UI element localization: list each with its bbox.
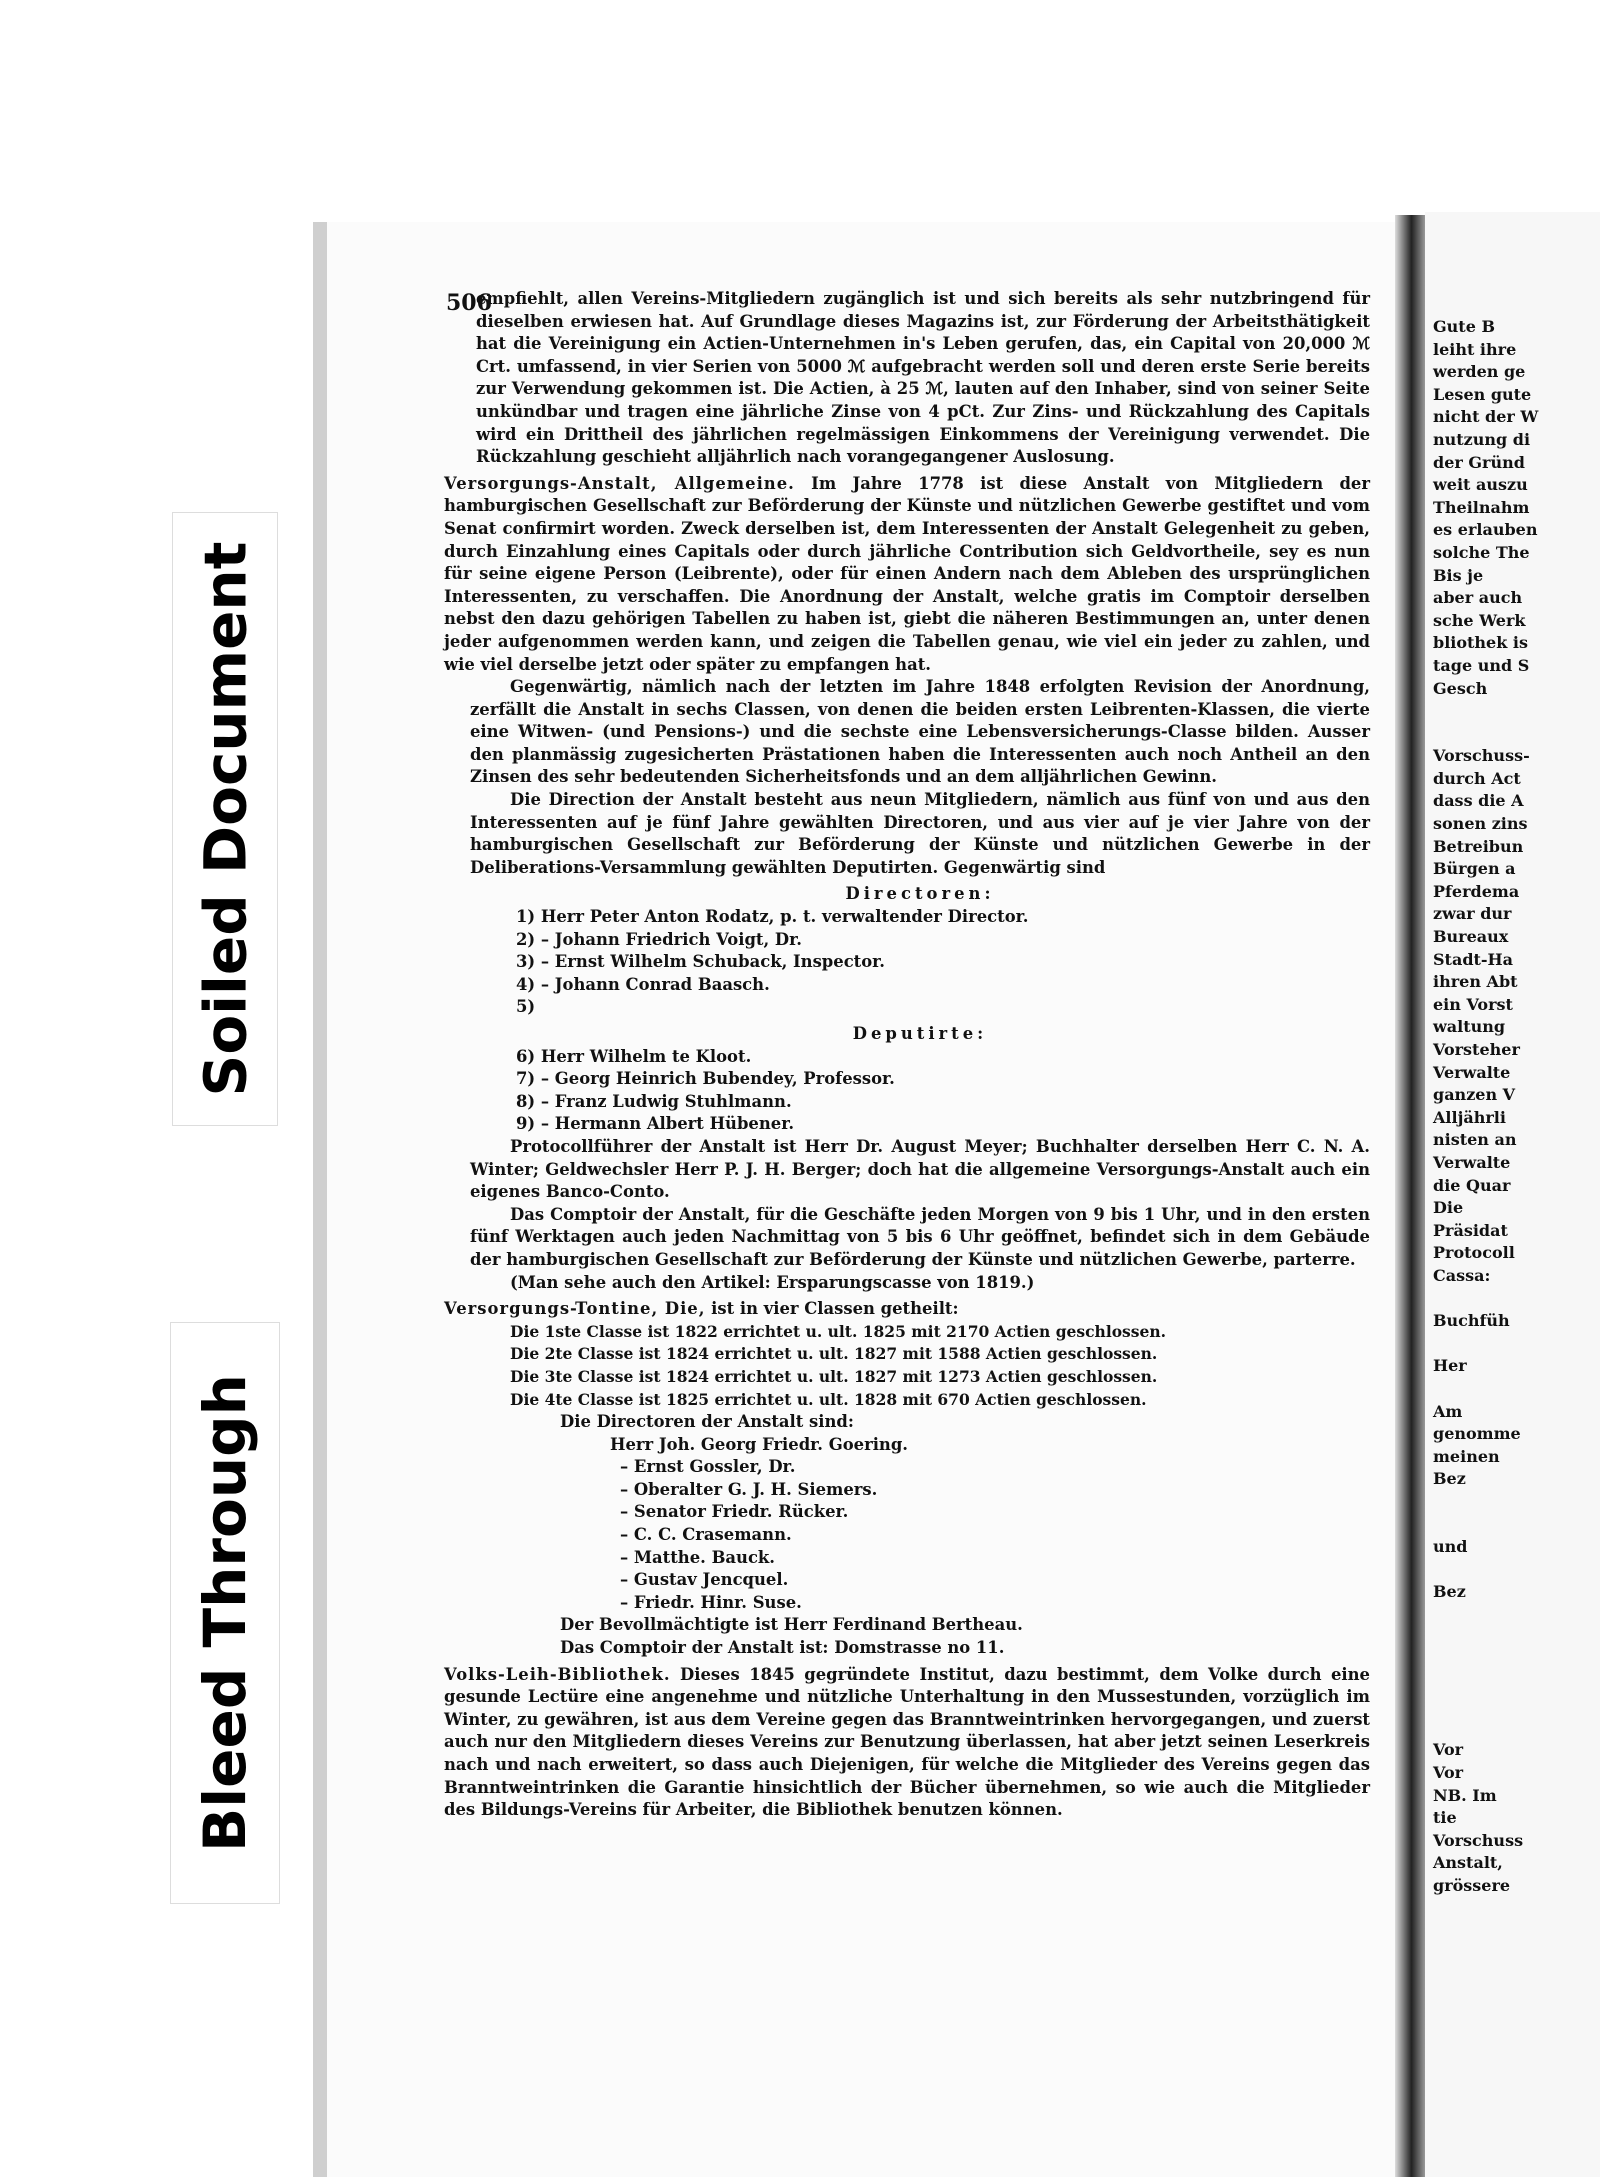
versorgung-paragraph-1: Im Jahre 1778 ist diese Anstalt von Mitgliedern der hamburgischen Gesellschaft zur Beförderung der Künste und nützlichen Gewerbe gestiftet und vom Senat confirmirt worden. Zweck derselben ist, dem Interessenten der Anstalt Gelegenheit zu geben, durch Einzahlung eines Capitals oder durch jährliche Contribution sich Geldvortheile, sey es nun für seine eigene Person (Leibrente), oder für einen Andern nach dem Ableben des ursprünglichen Interessenten, zu verschaffen. Die Anordnung der Anstalt, welche gratis im Comptoir derselben nebst den dazu gehörigen Tabellen zu haben ist, giebt die näheren Bestimmungen an, unter denen jeder aufgenommen werden kann, und zeigen die Tabellen genau, wie viel ein jeder zu zahlen, und wie viel derselbe jetzt oder später zu empfangen hat.	[444, 473, 1370, 674]
tontine-director: – Oberalter G. J. H. Siemers.	[620, 1479, 878, 1499]
right-page-line: es erlauben	[1433, 520, 1538, 540]
right-page-line	[1433, 1672, 1538, 1695]
right-page-line: Stadt-Ha	[1433, 949, 1514, 969]
right-page-line	[1433, 723, 1538, 746]
book-spine	[1395, 215, 1425, 2177]
right-page-line: Protocoll	[1433, 1243, 1515, 1263]
soiled-document-text: Soiled Document	[191, 541, 260, 1097]
soiled-document-label	[172, 512, 278, 1126]
right-page-line: Bis je	[1433, 565, 1484, 585]
directoren-item: 1) Herr Peter Anton Rodatz, p. t. verwaltender Director.	[516, 907, 1029, 927]
right-page-line	[1433, 1626, 1538, 1649]
right-page-line: Gesch	[1433, 678, 1488, 698]
right-page-line: aber auch	[1433, 588, 1523, 608]
right-page-line: Vor	[1433, 1740, 1464, 1760]
right-page-line	[1433, 1717, 1538, 1740]
right-page-line	[1433, 1559, 1538, 1582]
tontine-heading: Versorgungs-Tontine, Die,	[444, 1299, 706, 1319]
tontine-class-row: Die 3te Classe ist 1824 errichtet u. ult. 1827 mit 1273 Actien geschlossen.	[510, 1366, 1158, 1386]
right-page-line	[1433, 1288, 1538, 1311]
right-page-line: Vor	[1433, 1763, 1464, 1782]
tontine-director: – C. C. Crasemann.	[620, 1525, 792, 1545]
right-page-line: Alljährli	[1433, 1107, 1506, 1127]
tontine-director: Herr Joh. Georg Friedr. Goering.	[610, 1434, 909, 1454]
right-page-line: nicht der W	[1433, 407, 1539, 427]
tontine-comptoir: Das Comptoir der Anstalt ist: Domstrasse no 11.	[560, 1638, 1005, 1658]
right-page-line	[1433, 1491, 1538, 1514]
directoren-item: 4) – Johann Conrad Baasch.	[516, 974, 770, 994]
right-page-line: Bürgen a	[1433, 859, 1516, 879]
right-page-line: tage und S	[1433, 655, 1530, 675]
right-page-line: und	[1433, 1537, 1468, 1557]
right-page-line: waltung	[1433, 1017, 1506, 1037]
tontine-class-row: Die 1ste Classe ist 1822 errichtet u. ult. 1825 mit 2170 Actien geschlossen.	[510, 1321, 1167, 1341]
right-page-line	[1433, 1649, 1538, 1672]
right-page-line: Pferdema	[1433, 881, 1520, 901]
right-page-line: ganzen V	[1433, 1085, 1516, 1105]
intro-paragraph: empfiehlt, allen Vereins-Mitgliedern zugänglich ist und sich bereits als sehr nutzbringend für dieselben erwiesen hat. Auf Grundlage dieses Magazins ist, zur Förderung der Arbeitsthätigkeit hat die Vereinigung ein Actien-Unternehmen in's Leben gerufen, das, ein Capital von 20,000 ℳ Crt. umfassend, in vier Serien von 5000 ℳ aufgebracht werden soll und deren erste Serie bereits zur Verwendung gekommen ist. Die Actien, à 25 ℳ, lauten auf den Inhaber, sind von seiner Seite unkündbar und tragen eine jährliche Zinse von 4 pCt. Zur Zins- und Rückzahlung des Capitals wird ein Drittheil des jährlichen regelmässigen Einkommens der Vereinigung verwendet. Die Rückzahlung geschieht alljährlich nach vorangegangener Auslosung.	[476, 289, 1370, 467]
right-page-line: Theilnahm	[1433, 497, 1530, 517]
tontine-director: – Senator Friedr. Rücker.	[620, 1502, 849, 1522]
right-page-line: NB. Im	[1433, 1785, 1497, 1805]
directoren-list	[470, 906, 1370, 1019]
right-page-line: Buchfüh	[1433, 1311, 1510, 1331]
deputirte-list	[470, 1046, 1370, 1136]
volks-entry	[444, 1664, 1370, 1822]
versorgung-entry	[444, 473, 1370, 676]
deputirte-item: 8) – Franz Ludwig Stuhlmann.	[516, 1091, 792, 1111]
versorgung-paragraph-4: Protocollführer der Anstalt ist Herr Dr. August Meyer; Buchhalter derselben Herr C. N. A. Winter; Geldwechsler Herr P. J. H. Berger; doch hat die allgemeine Versorgungs-Anstalt auch ein eigenes Banco-Conto.	[470, 1136, 1370, 1202]
right-page-line: meinen	[1433, 1446, 1500, 1466]
right-page-line: Her	[1433, 1356, 1467, 1376]
book-page-right	[1425, 212, 1600, 2177]
tontine-director: – Matthe. Bauck.	[620, 1547, 775, 1567]
right-page-line: Die	[1433, 1198, 1464, 1218]
right-page-line: leiht ihre	[1433, 339, 1517, 359]
right-page-line: Gute B	[1433, 317, 1495, 336]
directoren-item: 3) – Ernst Wilhelm Schuback, Inspector.	[516, 952, 886, 972]
right-page-line	[1433, 1378, 1538, 1401]
right-page-line: sonen zins	[1433, 814, 1528, 834]
right-page-line: Vorschuss-	[1433, 746, 1530, 766]
right-page-line: Bez	[1433, 1582, 1466, 1602]
right-page-line: grössere	[1433, 1875, 1511, 1895]
versorgung-paragraph-2: Gegenwärtig, nämlich nach der letzten im Jahre 1848 erfolgten Revision der Anordnung, zerfällt die Anstalt in sechs Classen, von denen die beiden ersten Leibrenten-Klassen, die vierte eine Witwen- (und Pensions-) und die sechste eine Lebensversicherungs-Classe bilden. Ausser den planmässig zugesicherten Prästationen haben die Interessenten auch noch Antheil an den Zinsen des sehr bedeutenden Sicherheitsfonds und an dem alljährlichen Gewinn.	[470, 677, 1370, 787]
right-page-line: weit auszu	[1433, 475, 1528, 495]
right-page-line: Bez	[1433, 1469, 1466, 1489]
right-page-line	[1433, 1604, 1538, 1627]
right-page-line: Präsidat	[1433, 1220, 1508, 1240]
tontine-bevollmaechtigter: Der Bevollmächtigte ist Herr Ferdinand Bertheau.	[560, 1615, 1023, 1635]
right-page-line: Verwalte	[1433, 1062, 1511, 1082]
right-page-line: nisten an	[1433, 1130, 1517, 1150]
right-page-line: der Gründ	[1433, 452, 1525, 472]
right-page-line: die Quar	[1433, 1175, 1511, 1195]
right-page-line: zwar dur	[1433, 904, 1512, 924]
right-page-line: Am	[1433, 1401, 1463, 1421]
tontine-classes	[470, 1321, 1370, 1411]
deputirte-item: 9) – Hermann Albert Hübener.	[516, 1114, 795, 1134]
right-page-line	[1433, 1333, 1538, 1356]
bleed-through-label	[170, 1322, 280, 1904]
tontine-director: – Friedr. Hinr. Suse.	[620, 1592, 802, 1612]
right-page-line: dass die A	[1433, 791, 1524, 811]
volks-heading: Volks-Leih-Bibliothek.	[444, 1664, 671, 1684]
right-page-line: solche The	[1433, 542, 1530, 562]
tontine-directors-list	[470, 1434, 1370, 1615]
right-page-line: durch Act	[1433, 768, 1521, 788]
right-page-line: Bureaux	[1433, 927, 1509, 947]
right-page-line: bliothek is	[1433, 633, 1528, 653]
right-page-line: nutzung di	[1433, 429, 1531, 449]
tontine-directors-intro: Die Directoren der Anstalt sind:	[560, 1412, 854, 1432]
tontine-director: – Gustav Jencquel.	[620, 1570, 789, 1590]
deputirte-item: 6) Herr Wilhelm te Kloot.	[516, 1046, 752, 1066]
right-page-line: genomme	[1433, 1424, 1521, 1444]
right-page-line	[1433, 1694, 1538, 1717]
deputirte-title: Deputirte:	[852, 1024, 988, 1043]
right-page-line	[1433, 700, 1538, 723]
tontine-class-row: Die 2te Classe ist 1824 errichtet u. ult. 1827 mit 1588 Actien geschlossen.	[510, 1344, 1158, 1364]
tontine-intro: ist in vier Classen getheilt:	[711, 1299, 959, 1319]
right-page-line	[1433, 1513, 1538, 1536]
right-page-line: sche Werk	[1433, 610, 1526, 630]
deputirte-item: 7) – Georg Heinrich Bubendey, Professor.	[516, 1069, 895, 1089]
right-page-line: ein Vorst	[1433, 994, 1513, 1014]
directoren-title: Directoren:	[845, 884, 995, 904]
versorgung-paragraph-6: (Man sehe auch den Artikel: Ersparungscasse von 1819.)	[510, 1272, 1035, 1292]
right-page-line: Vorschuss	[1433, 1830, 1524, 1850]
right-page-line: Betreibun	[1433, 836, 1524, 856]
tontine-class-row: Die 4te Classe ist 1825 errichtet u. ult. 1828 mit 670 Actien geschlossen.	[510, 1389, 1147, 1409]
right-page-line: Anstalt,	[1433, 1853, 1503, 1873]
versorgung-paragraph-3: Die Direction der Anstalt besteht aus neun Mitgliedern, nämlich aus fünf von und aus den Interessenten auf je fünf Jahre gewählten Directoren, und aus vier auf je vier Jahre von der hamburgischen Gesellschaft zur Beförderung der Künste und nützlichen Gewerbe in der Deliberations-Versammlung gewählten Deputirten. Gegenwärtig sind	[470, 790, 1370, 877]
right-page-line: ihren Abt	[1433, 972, 1518, 992]
tontine-director: – Ernst Gossler, Dr.	[620, 1457, 796, 1477]
versorgung-paragraph-5: Das Comptoir der Anstalt, für die Geschäfte jeden Morgen von 9 bis 1 Uhr, und in den ersten fünf Werktagen auch jeden Nachmittag von 5 bis 6 Uhr geöffnet, befindet sich in dem Gebäude der hamburgischen Gesellschaft zur Beförderung der Künste und nützlichen Gewerbe, parterre.	[470, 1204, 1370, 1269]
bleed-through-text: Bleed Through	[191, 1374, 260, 1852]
right-page-line: Verwalte	[1433, 1152, 1511, 1172]
directoren-item: 5)	[516, 997, 536, 1017]
right-page-line: Cassa:	[1433, 1265, 1491, 1285]
right-page-line: tie	[1433, 1808, 1457, 1828]
right-page-line: Vorsteher	[1433, 1040, 1520, 1059]
tontine-entry	[444, 1298, 1370, 1321]
right-page-line: werden ge	[1433, 362, 1526, 382]
versorgung-heading: Versorgungs-Anstalt, Allgemeine.	[444, 473, 795, 493]
directoren-item: 2) – Johann Friedrich Voigt, Dr.	[516, 929, 802, 949]
volks-text: Dieses 1845 gegründete Institut, dazu bestimmt, dem Volke durch eine gesunde Lectüre eine angenehme und nützliche Unterhaltung in den Mussestunden, vorzüglich im Winter, zu gewähren, ist aus dem Vereine gegen das Branntweintrinken hervorgegangen, und zuerst auch nur den Mitgliedern dieses Vereins zur Benutzung überlassen, hat aber jetzt seinen Leserkreis nach und nach erweitert, so dass auch Diejenigen, für welche die Mitglieder des Vereins gegen das Branntweintrinken die Garantie hinsichtlich der Bücher übernehmen, so wie auch die Mitglieder des Bildungs-Vereins für Arbeiter, die Bibliothek benutzen können.	[444, 1664, 1370, 1820]
right-page-text	[1433, 316, 1538, 1898]
right-page-line: Lesen gute	[1433, 384, 1532, 404]
page-number: 506	[446, 290, 492, 316]
